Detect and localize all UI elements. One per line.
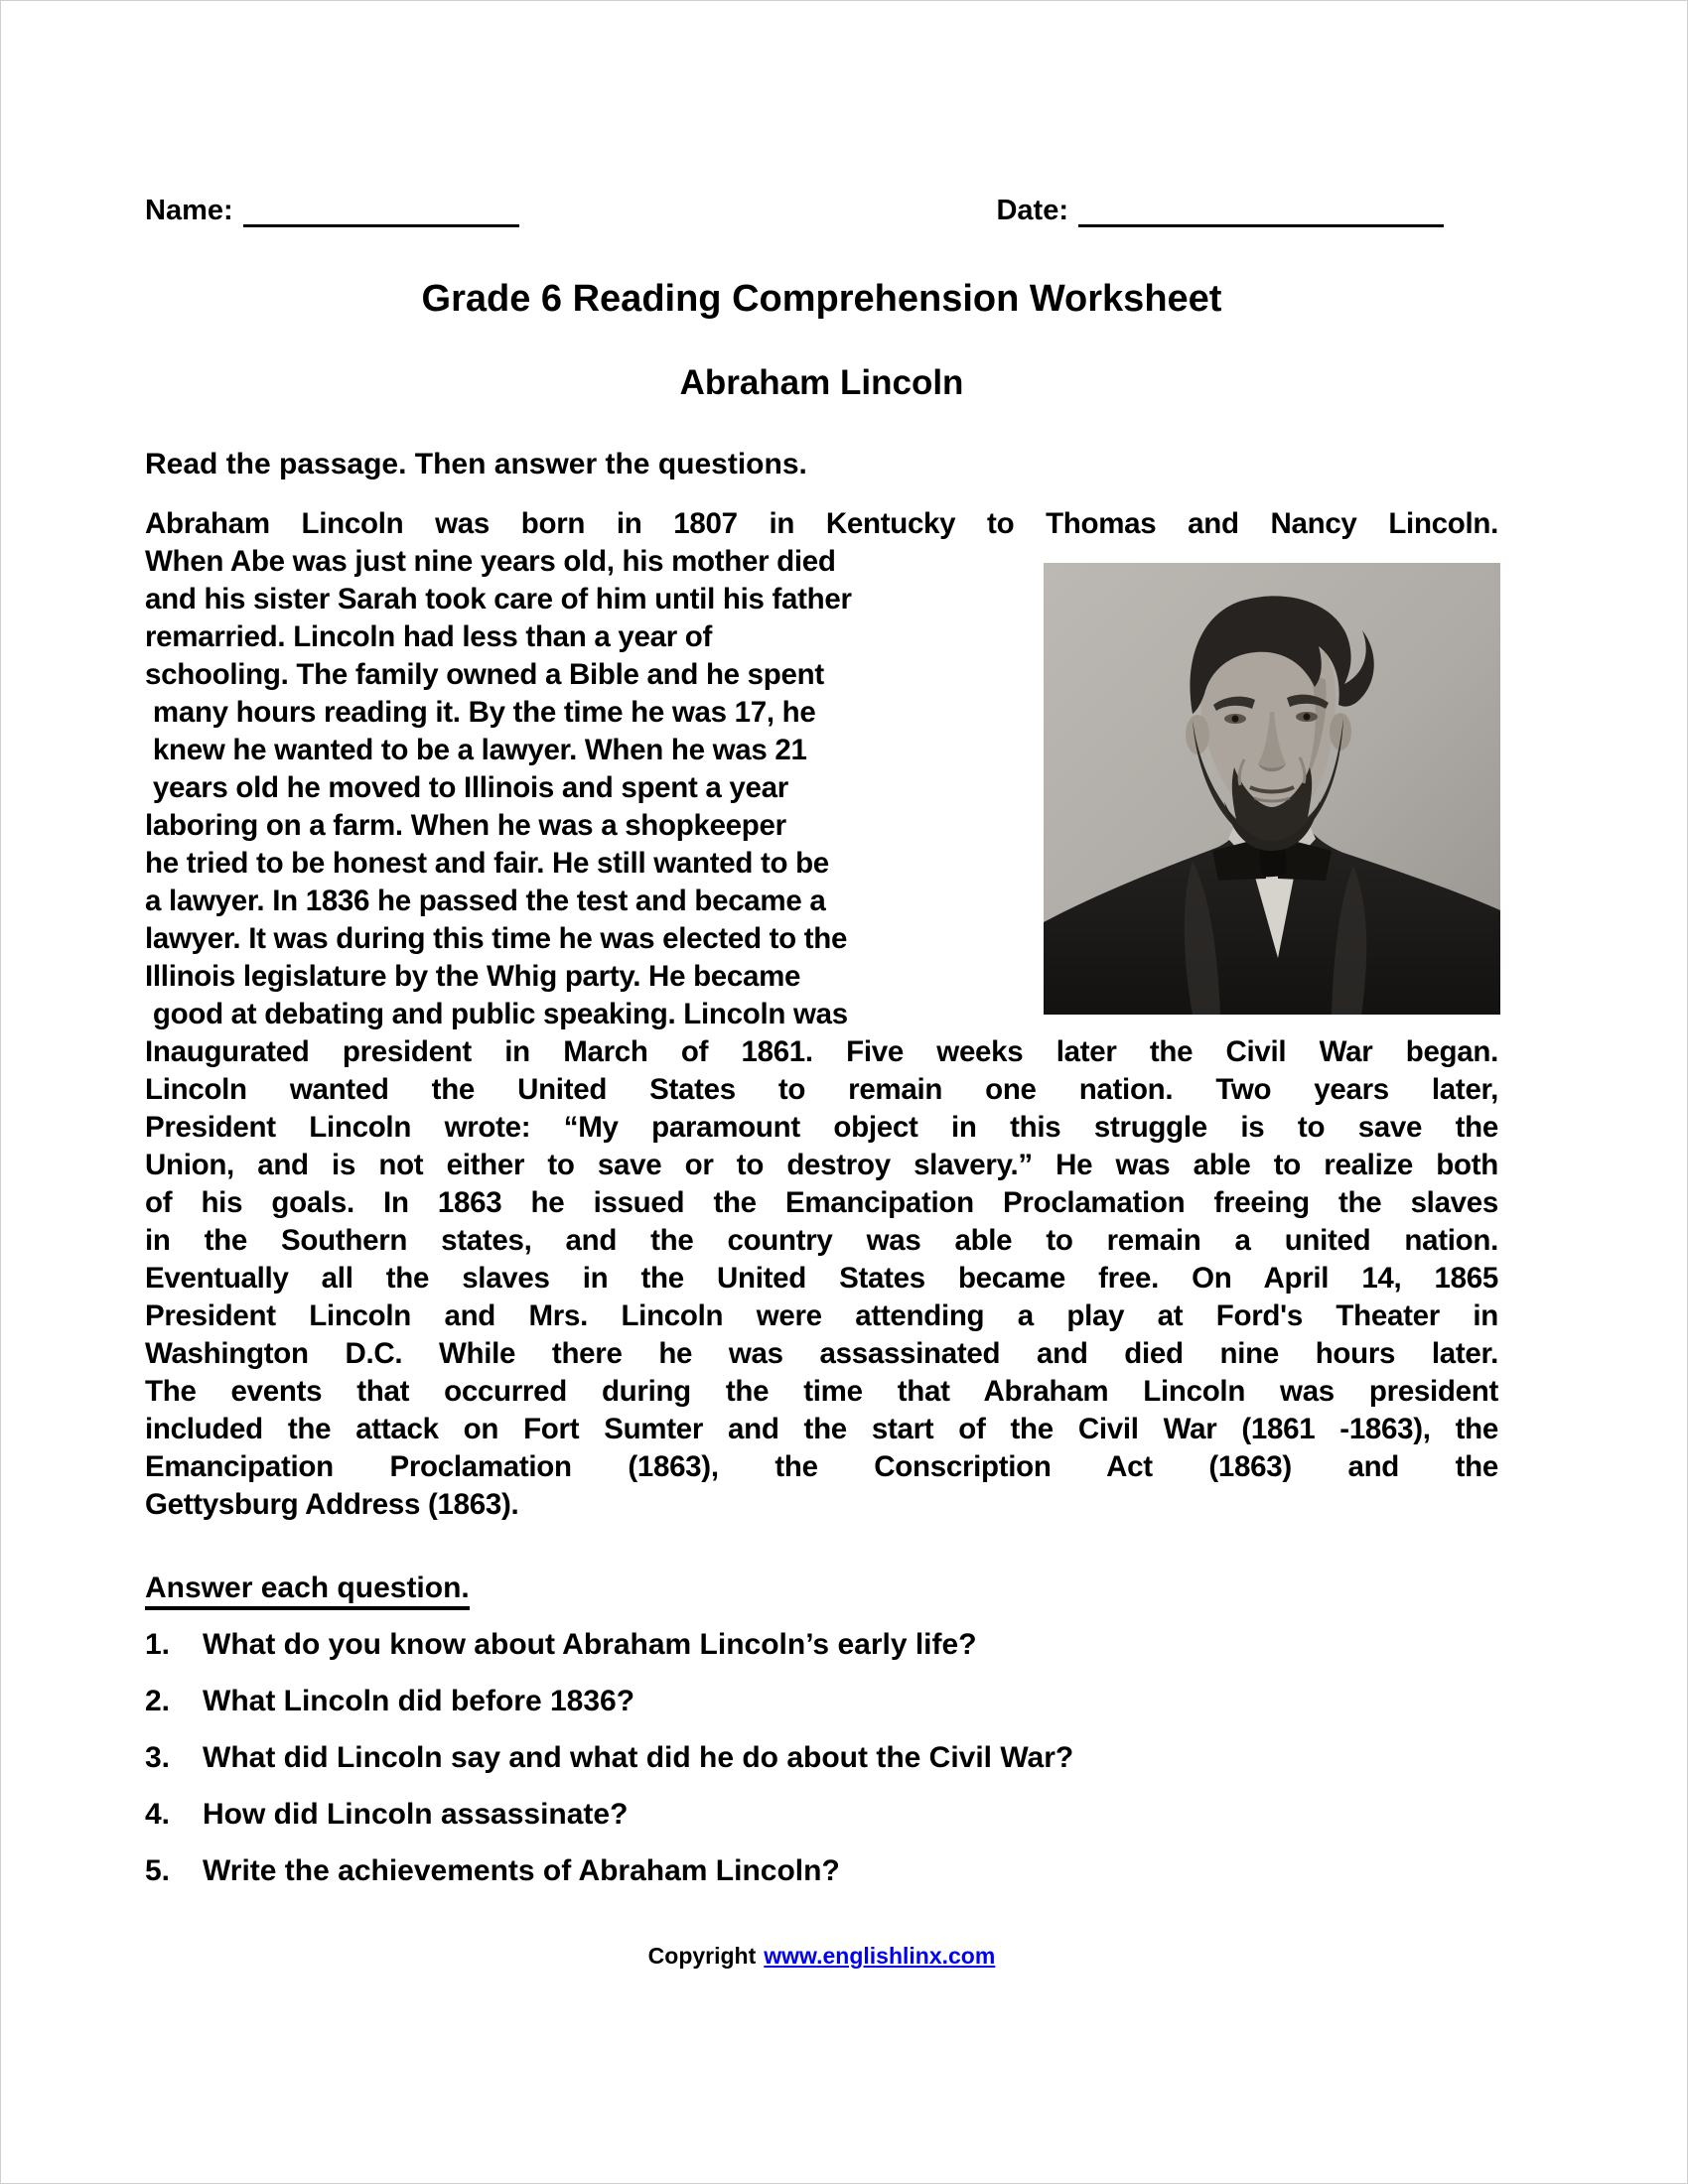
question-number: 3. (145, 1741, 171, 1774)
passage-line: included the attack on Fort Sumter and the start of the Civil War (1861 -1863), the (145, 1413, 1498, 1445)
question-item (145, 1739, 1498, 1777)
passage-line: in the Southern states, and the country was able to remain a united nation. (145, 1224, 1498, 1257)
footer-link[interactable]: www.englishlinx.com (764, 1943, 996, 1969)
passage-line: Washington D.C. While there he was assassinated and died nine hours later. (145, 1337, 1498, 1370)
passage-line: Inaugurated president in March of 1861. Five weeks later the Civil War began. (145, 1035, 1498, 1068)
name-label: Name: (145, 195, 233, 226)
name-field-group (145, 193, 519, 227)
passage-line: he tried to be honest and fair. He still wanted to be (145, 847, 829, 880)
passage-line: a lawyer. In 1836 he passed the test and became a (145, 885, 826, 917)
passage-line: Union, and is not either to save or to destroy slavery.” He was able to realize both (145, 1149, 1498, 1181)
passage-line: good at debating and public speaking. Lincoln was (145, 998, 848, 1030)
passage-wrap-row (145, 543, 1498, 1033)
instructions-text: Read the passage. Then answer the questions. (145, 448, 807, 480)
question-number: 2. (145, 1685, 171, 1717)
questions-heading-text: Answer each question. (145, 1571, 470, 1610)
lincoln-portrait-photo (1044, 563, 1500, 1015)
passage (145, 505, 1498, 1524)
footer (145, 1942, 1498, 1970)
passage-text-column (145, 543, 1044, 1033)
page-title: Grade 6 Reading Comprehension Worksheet (421, 278, 1222, 320)
passage-line: The events that occurred during the time that Abraham Lincoln was president (145, 1375, 1498, 1408)
page-subtitle: Abraham Lincoln (679, 363, 964, 402)
passage-line: of his goals. In 1863 he issued the Emancipation Proclamation freeing the slaves (145, 1186, 1498, 1219)
question-item (145, 1852, 1498, 1890)
passage-line: lawyer. It was during this time he was elected to the (145, 922, 848, 955)
lincoln-portrait-image (1044, 563, 1500, 1015)
question-number: 1. (145, 1628, 171, 1661)
question-text: What do you know about Abraham Lincoln’s early life? (203, 1628, 977, 1661)
passage-line: President Lincoln wrote: “My paramount object in this struggle is to save the (145, 1111, 1498, 1144)
question-text: How did Lincoln assassinate? (203, 1798, 629, 1831)
passage-line: years old he moved to Illinois and spent a year (145, 771, 788, 804)
question-number: 4. (145, 1798, 171, 1831)
date-blank-line (1078, 193, 1444, 227)
questions-heading (145, 1570, 1498, 1607)
name-blank-line (243, 193, 519, 227)
copyright-label: Copyright (647, 1943, 757, 1969)
passage-line: laboring on a farm. When he was a shopkeeper (145, 809, 786, 842)
passage-line: knew he wanted to be a lawyer. When he was 21 (145, 734, 807, 766)
question-item (145, 1796, 1498, 1834)
passage-line: remarried. Lincoln had less than a year of (145, 620, 713, 653)
passage-line: schooling. The family owned a Bible and he spent (145, 658, 824, 691)
date-field-group (996, 193, 1444, 227)
question-item (145, 1626, 1498, 1664)
passage-line: Lincoln wanted the United States to remain one nation. Two years later, (145, 1073, 1498, 1106)
passage-line: Abraham Lincoln was born in 1807 in Kentucky to Thomas and Nancy Lincoln. (145, 507, 1498, 540)
question-text: What Lincoln did before 1836? (203, 1685, 635, 1717)
question-text: Write the achievements of Abraham Lincoln? (203, 1854, 840, 1887)
passage-line: Eventually all the slaves in the United States became free. On April 14, 1865 (145, 1262, 1498, 1295)
passage-line: Illinois legislature by the Whig party. He became (145, 960, 801, 993)
passage-line: and his sister Sarah took care of him until his father (145, 583, 852, 615)
name-date-row (145, 193, 1498, 227)
passage-line: Emancipation Proclamation (1863), the Conscription Act (1863) and the (145, 1450, 1498, 1483)
passage-line: When Abe was just nine years old, his mother died (145, 545, 836, 578)
question-text: What did Lincoln say and what did he do about the Civil War? (203, 1741, 1074, 1774)
passage-line: Gettysburg Address (1863). (145, 1488, 519, 1521)
passage-line: many hours reading it. By the time he was 17, he (145, 696, 816, 729)
passage-line: President Lincoln and Mrs. Lincoln were attending a play at Ford's Theater in (145, 1299, 1498, 1332)
question-item (145, 1683, 1498, 1720)
date-label: Date: (996, 195, 1068, 226)
question-number: 5. (145, 1854, 171, 1887)
